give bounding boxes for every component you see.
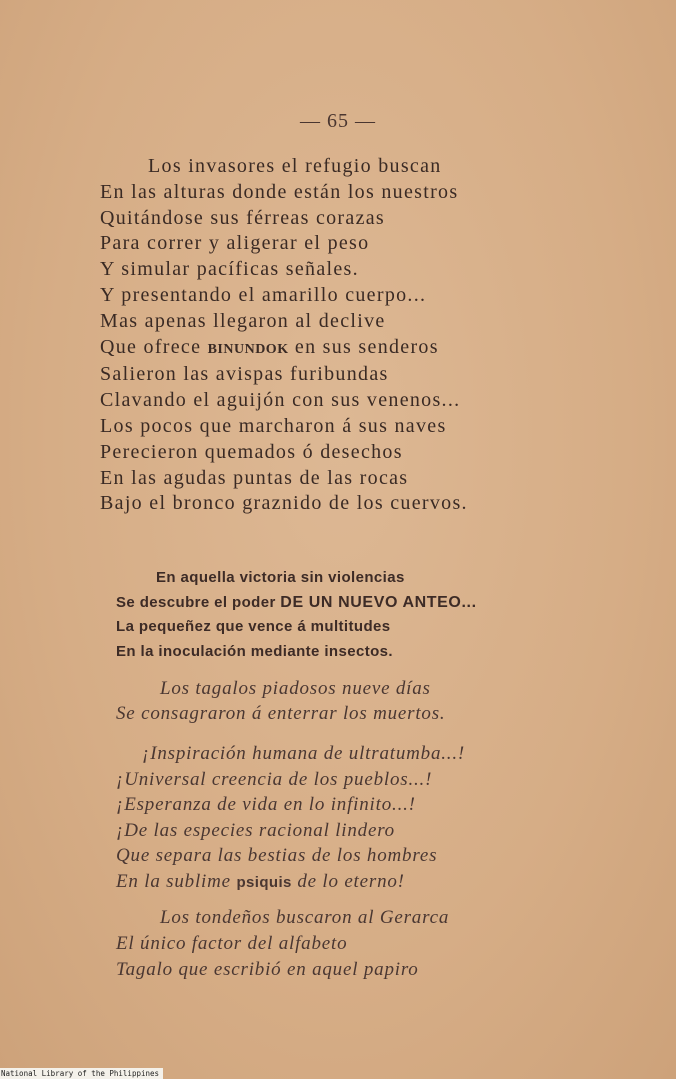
verse-line: [116, 869, 465, 896]
place-name: BINUNDOK: [207, 341, 289, 357]
verse-line: ¡Universal creencia de los pueblos...!: [116, 768, 433, 790]
stanza-invasores: [100, 154, 468, 517]
verse-line: En las agudas puntas de las rocas: [100, 466, 409, 489]
verse-text: de lo eterno!: [291, 870, 405, 892]
verse-line: Los tondeños buscaron al Gerarca: [160, 907, 450, 928]
verse-line: Perecieron quemados ó desechos: [100, 440, 403, 463]
verse-line: Quitándose sus férreas corazas: [100, 206, 386, 229]
verse-line: Los invasores el refugio buscan: [148, 155, 442, 177]
stanza-victoria: [116, 566, 477, 664]
verse-text: en sus senderos: [288, 335, 439, 358]
verse-text: Que ofrece: [100, 335, 208, 358]
verse-line: [116, 591, 477, 616]
verse-line: Clavando el aguijón con sus venenos...: [100, 389, 461, 412]
verse-line: [100, 335, 468, 363]
verse-line: Salieron las avispas furibundas: [100, 363, 389, 386]
verse-line: Mas apenas llegaron al declive: [100, 309, 386, 332]
verse-line: ¡Esperanza de vida en lo infinito...!: [116, 794, 416, 815]
verse-line: ¡Inspiración humana de ultratumba...!: [142, 743, 466, 764]
stanza-inspiracion: [116, 741, 465, 895]
verse-text: En la sublime: [116, 870, 237, 892]
verse-line: Y simular pacíficas señales.: [100, 258, 359, 281]
verse-text: Se descubre el poder: [116, 593, 281, 611]
stanza-tagalos: [116, 676, 445, 726]
verse-line: En la inoculación mediante insectos.: [116, 642, 393, 660]
verse-line: Bajo el bronco graznido de los cuervos.: [100, 492, 468, 515]
verse-line: La pequeñez que vence á multitudes: [116, 618, 391, 635]
verse-line: Los pocos que marcharon á sus naves: [100, 414, 447, 437]
verse-line: Tagalo que escribió en aquel papiro: [116, 959, 419, 980]
verse-line: En aquella victoria sin violencias: [156, 569, 405, 586]
verse-line: Se consagraron á enterrar los muertos.: [116, 703, 446, 724]
verse-line: Para correr y aligerar el peso: [100, 232, 370, 255]
verse-line: Los tagalos piadosos nueve días: [160, 678, 431, 699]
verse-emphasis: psiquis: [236, 873, 292, 891]
page-number: — 65 —: [300, 110, 376, 132]
stanza-tondenos: [116, 905, 449, 983]
library-footer: National Library of the Philippines: [0, 1068, 163, 1079]
verse-line: El único factor del alfabeto: [116, 933, 348, 954]
verse-line: Y presentando el amarillo cuerpo...: [100, 283, 427, 306]
verse-line: ¡De las especies racional lindero: [116, 819, 395, 841]
verse-line: En las alturas donde están los nuestros: [100, 180, 459, 203]
verse-emphasis: DE UN NUEVO ANTEO...: [280, 593, 477, 611]
verse-line: Que separa las bestias de los hombres: [116, 845, 438, 866]
